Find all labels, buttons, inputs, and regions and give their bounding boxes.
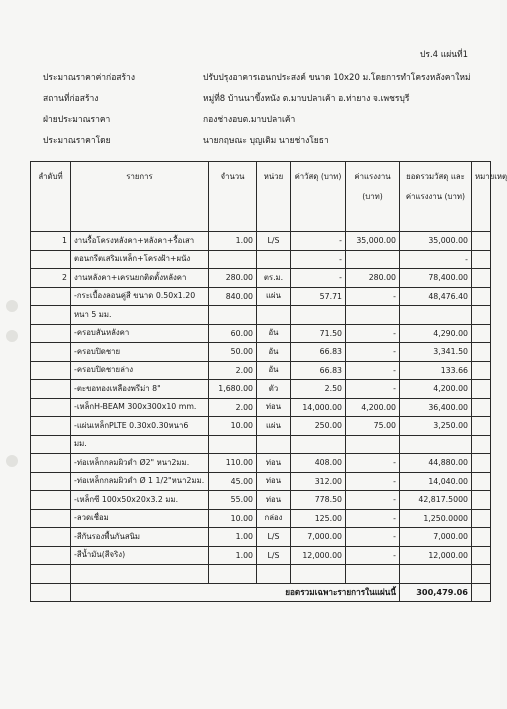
cell-no: 2 [31, 269, 71, 288]
cell-no [31, 565, 71, 584]
cell-note [472, 343, 491, 362]
cell-material: 778.50 [291, 491, 346, 510]
cell-no [31, 398, 71, 417]
cell-description: -ลวดเชื่อม [71, 509, 209, 528]
header-value-location: หมู่ที่8 บ้านนาขี้งหนัง ต.มาบปลาเค้า อ.ท่ายาง จ.เพชรบุรี [203, 94, 410, 104]
cell-quantity: 55.00 [209, 491, 257, 510]
table-row [31, 380, 491, 399]
total-spacer [31, 583, 71, 602]
cell-total: 4,290.00 [400, 324, 472, 343]
table-row [31, 528, 491, 547]
cell-quantity: 2.00 [209, 361, 257, 380]
cell-total: 48,476.40 [400, 287, 472, 306]
total-row [31, 583, 491, 602]
cell-material: - [291, 269, 346, 288]
cell-quantity [209, 435, 257, 454]
cell-no [31, 380, 71, 399]
table-row [31, 454, 491, 473]
cell-material: 2.50 [291, 380, 346, 399]
cell-note [472, 417, 491, 436]
cell-no [31, 491, 71, 510]
cell-quantity: 1.00 [209, 232, 257, 251]
table-row [31, 509, 491, 528]
cell-material: 57.71 [291, 287, 346, 306]
cell-description: -ท่อเหล็กกลมผิวดำ Ø 1 1/2"หนา2มม. [71, 472, 209, 491]
table-row [31, 417, 491, 436]
cell-material [291, 306, 346, 325]
cell-unit: L/S [257, 232, 291, 251]
cell-material: 312.00 [291, 472, 346, 491]
cell-unit: อัน [257, 343, 291, 362]
cell-description: ตอนกรีตเสริมเหล็ก+โครงฝ้า+ผนัง [71, 250, 209, 269]
cell-description: -ครอบปิดชายล่าง [71, 361, 209, 380]
col-header-material: ค่าวัสดุ (บาท) [291, 162, 346, 232]
cell-unit [257, 250, 291, 269]
cell-total: 36,400.00 [400, 398, 472, 417]
cell-description: -ครอบสันหลังคา [71, 324, 209, 343]
cell-quantity: 1.00 [209, 546, 257, 565]
cell-quantity [209, 565, 257, 584]
cell-total: 35,000.00 [400, 232, 472, 251]
cell-quantity: 60.00 [209, 324, 257, 343]
cell-unit: แผ่น [257, 287, 291, 306]
cell-no [31, 306, 71, 325]
cell-quantity: 50.00 [209, 343, 257, 362]
cell-no [31, 528, 71, 547]
cell-quantity: 280.00 [209, 269, 257, 288]
cell-labor: 75.00 [346, 417, 400, 436]
header-value-department: กองช่างอบต.มาบปลาเค้า [203, 115, 296, 125]
cell-unit: อัน [257, 361, 291, 380]
table-row [31, 546, 491, 565]
cell-note [472, 269, 491, 288]
cell-note [472, 306, 491, 325]
cell-quantity: 840.00 [209, 287, 257, 306]
cell-total [400, 306, 472, 325]
cell-quantity: 1,680.00 [209, 380, 257, 399]
cell-material: - [291, 250, 346, 269]
cell-total: 42,817.5000 [400, 491, 472, 510]
cell-description: หนา 5 มม. [71, 306, 209, 325]
cell-labor: - [346, 509, 400, 528]
table-row [31, 398, 491, 417]
col-header-description: รายการ [71, 162, 209, 232]
total-note [472, 583, 491, 602]
col-header-unit: หน่วย [257, 162, 291, 232]
cell-description: -ครอบปิดชาย [71, 343, 209, 362]
cell-no [31, 324, 71, 343]
cell-quantity: 110.00 [209, 454, 257, 473]
table-row [31, 472, 491, 491]
cell-quantity [209, 306, 257, 325]
header-label-project: ประมาณราคาค่าก่อสร้าง [43, 73, 135, 83]
header-value-estimator: นายกฤษณะ บุญเติม นายช่างโยธา [203, 136, 329, 146]
cell-note [472, 565, 491, 584]
cell-total [400, 565, 472, 584]
col-header-note: หมายเหตุ [472, 162, 491, 232]
cell-unit: ท่อน [257, 491, 291, 510]
cell-total: 78,400.00 [400, 269, 472, 288]
cell-labor: - [346, 472, 400, 491]
table-row [31, 435, 491, 454]
cell-total: 44,880.00 [400, 454, 472, 473]
cell-no [31, 472, 71, 491]
col-header-quantity: จำนวน [209, 162, 257, 232]
header-label-department: ฝ่ายประมาณราคา [43, 115, 111, 125]
cell-unit: ท่อน [257, 398, 291, 417]
cell-material: 7,000.00 [291, 528, 346, 547]
cell-material: - [291, 232, 346, 251]
cell-total: - [400, 250, 472, 269]
cell-note [472, 250, 491, 269]
cell-material: 250.00 [291, 417, 346, 436]
cell-note [472, 398, 491, 417]
cell-quantity: 10.00 [209, 509, 257, 528]
cell-labor: - [346, 380, 400, 399]
cell-description: -ตะขอทองเหลืองพรีม่า 8" [71, 380, 209, 399]
table-header-row [31, 162, 491, 232]
cell-no: 1 [31, 232, 71, 251]
cell-total: 133.66 [400, 361, 472, 380]
cell-total: 7,000.00 [400, 528, 472, 547]
cell-description: งานรื้อโครงหลังคา+หลังคา+รื้อเสา [71, 232, 209, 251]
cell-quantity: 1.00 [209, 528, 257, 547]
header-label-estimator: ประมาณราคาโดย [43, 136, 111, 146]
cell-note [472, 380, 491, 399]
cell-quantity: 2.00 [209, 398, 257, 417]
cell-unit [257, 435, 291, 454]
page-number: ปร.4 แผ่นที่1 [420, 50, 469, 60]
cell-no [31, 287, 71, 306]
cell-labor [346, 250, 400, 269]
table-row [31, 491, 491, 510]
cell-labor: - [346, 343, 400, 362]
cell-note [472, 454, 491, 473]
table-row [31, 565, 491, 584]
cell-total: 3,341.50 [400, 343, 472, 362]
cell-material: 66.83 [291, 343, 346, 362]
cell-note [472, 435, 491, 454]
cell-description: งานหลังคา+เครนยกติดตั้งหลังคา [71, 269, 209, 288]
cell-material [291, 565, 346, 584]
table-row [31, 306, 491, 325]
cell-labor: - [346, 528, 400, 547]
cell-total: 12,000.00 [400, 546, 472, 565]
table-row [31, 324, 491, 343]
table-row [31, 232, 491, 251]
cell-labor: - [346, 454, 400, 473]
cell-material [291, 435, 346, 454]
col-header-labor: ค่าแรงงาน (บาท) [346, 162, 400, 232]
cell-unit: แผ่น [257, 417, 291, 436]
table-row [31, 343, 491, 362]
cell-material: 408.00 [291, 454, 346, 473]
header-label-location: สถานที่ก่อสร้าง [43, 94, 99, 104]
cell-description [71, 565, 209, 584]
cell-no [31, 546, 71, 565]
cell-material: 125.00 [291, 509, 346, 528]
cell-labor [346, 435, 400, 454]
cell-note [472, 232, 491, 251]
cell-description: มม. [71, 435, 209, 454]
punch-hole [6, 330, 18, 342]
cell-total: 14,040.00 [400, 472, 472, 491]
cell-total [400, 435, 472, 454]
cell-note [472, 509, 491, 528]
cell-unit: L/S [257, 528, 291, 547]
cell-labor: 280.00 [346, 269, 400, 288]
table-row [31, 361, 491, 380]
total-label: ยอดรวมเฉพาะรายการในแผ่นนี้ [71, 583, 400, 602]
cell-quantity [209, 250, 257, 269]
cell-description: -เหล็กH-BEAM 300x300x10 mm. [71, 398, 209, 417]
cell-note [472, 472, 491, 491]
cell-description: -เหล็กซี 100x50x20x3.2 มม. [71, 491, 209, 510]
cell-no [31, 250, 71, 269]
cell-unit: ตร.ม. [257, 269, 291, 288]
punch-hole [6, 300, 18, 312]
cell-note [472, 528, 491, 547]
bill-of-quantities-table [30, 161, 507, 602]
cell-material: 71.50 [291, 324, 346, 343]
cell-quantity: 10.00 [209, 417, 257, 436]
cell-no [31, 343, 71, 362]
cell-note [472, 324, 491, 343]
col-header-no: ลำดับที่ [31, 162, 71, 232]
cell-note [472, 361, 491, 380]
cell-description: -กระเบื้องลอนคู่สี ขนาด 0.50x1.20 [71, 287, 209, 306]
cell-description: -สีกันรองพื้นกันสนิม [71, 528, 209, 547]
total-value: 300,479.06 [400, 583, 472, 602]
cell-labor: 4,200.00 [346, 398, 400, 417]
cell-total: 1,250.0000 [400, 509, 472, 528]
cell-description: -ท่อเหล็กกลมผิวดำ Ø2" หนา2มม. [71, 454, 209, 473]
cell-quantity: 45.00 [209, 472, 257, 491]
cell-labor: - [346, 361, 400, 380]
cell-note [472, 287, 491, 306]
table-row [31, 287, 491, 306]
cell-no [31, 361, 71, 380]
cell-unit: อัน [257, 324, 291, 343]
cell-unit [257, 565, 291, 584]
punch-hole [6, 455, 18, 467]
cell-total: 4,200.00 [400, 380, 472, 399]
cell-unit: L/S [257, 546, 291, 565]
header-value-project: ปรับปรุงอาคารเอนกประสงค์ ขนาด 10x20 ม.โดยการทำโครงหลังคาใหม่ [203, 73, 471, 83]
cell-unit: กล่อง [257, 509, 291, 528]
cell-labor [346, 306, 400, 325]
table-row [31, 250, 491, 269]
table-row [31, 269, 491, 288]
cell-description: -สีน้ำมัน(สีจริง) [71, 546, 209, 565]
cell-material: 66.83 [291, 361, 346, 380]
cell-labor: - [346, 287, 400, 306]
cell-no [31, 454, 71, 473]
cell-unit: ตัว [257, 380, 291, 399]
cell-description: -แผ่นเหล็กPLTE 0.30x0.30หนา6 [71, 417, 209, 436]
cell-labor: - [346, 546, 400, 565]
cell-note [472, 491, 491, 510]
cell-total: 3,250.00 [400, 417, 472, 436]
cell-labor: 35,000.00 [346, 232, 400, 251]
cell-labor: - [346, 491, 400, 510]
cell-material: 12,000.00 [291, 546, 346, 565]
cell-no [31, 435, 71, 454]
cell-unit [257, 306, 291, 325]
cell-material: 14,000.00 [291, 398, 346, 417]
cell-labor: - [346, 324, 400, 343]
cell-no [31, 417, 71, 436]
cell-note [472, 546, 491, 565]
col-header-total: ยอดรวมวัสดุ และค่าแรงงาน (บาท) [400, 162, 472, 232]
cell-labor [346, 565, 400, 584]
cell-unit: ท่อน [257, 454, 291, 473]
cell-unit: ท่อน [257, 472, 291, 491]
cell-no [31, 509, 71, 528]
